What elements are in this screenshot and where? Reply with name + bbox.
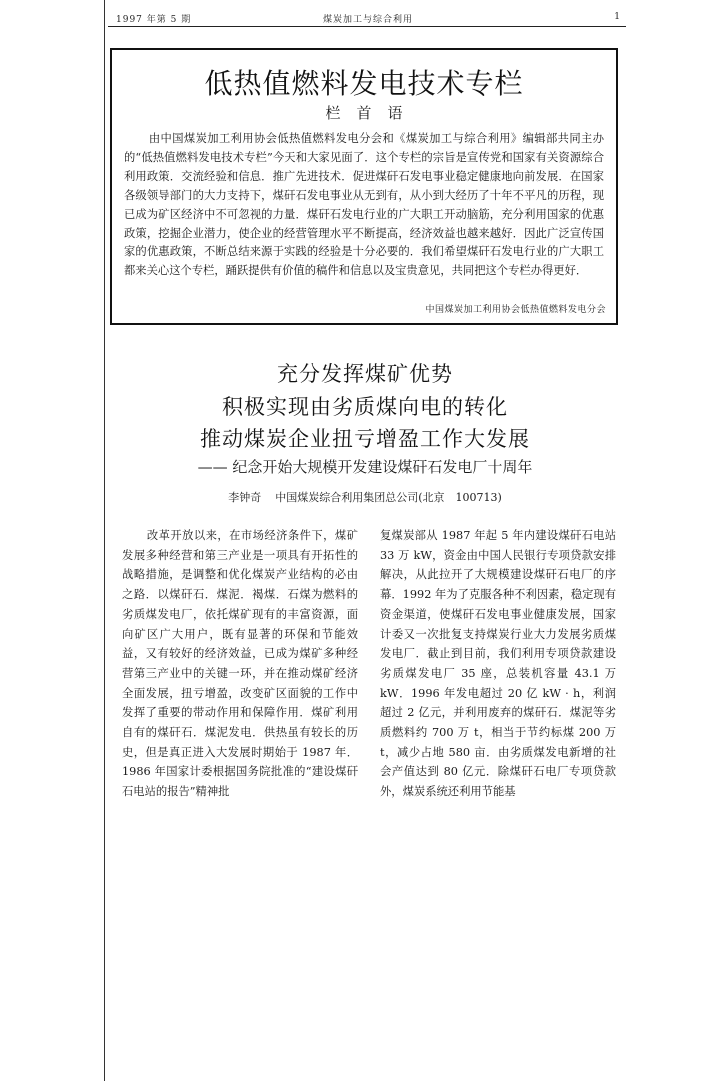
byline: [106, 489, 624, 505]
body-paragraph: 复煤炭部从 1987 年起 5 年内建设煤矸石电站 33 万 kW，资金由中国人民银行专项贷款安排解决，从此拉开了大规模建设煤矸石电厂的序幕．1992 年为了克服各种不利因素，稳定现有资金渠道，使煤矸石发电事业健康发展，国家计委又一次批复支持煤炭行业大力发展劣质煤发电厂．截止到目前，我们利用专项贷款建设劣质煤发电厂 35 座，总装机容量 43.1 万 kW．1996 年发电超过 20 亿 kW · h，利润超过 2 亿元，并利用废弃的煤矸石．煤泥等劣质燃料约 700 万 t，相当于节约标煤 200 万 t，减少占地 580 亩．由劣质煤发电新增的社会产值达到 80 亿元．除煤矸石电厂专项贷款外，煤炭系统还利用节能基: [380, 529, 616, 799]
body-paragraph: 改革开放以来，在市场经济条件下，煤矿发展多种经营和第三产业是一项具有开拓性的战略措施，是调整和优化煤炭产业结构的必由之路．以煤矸石．煤泥．褐煤．石煤为燃料的劣质煤发电厂，依托煤矿现有的丰富资源，面向矿区广大用户，既有显著的环保和节能效益，又有较好的经济效益，已成为煤矿多种经营第三产业中的关键一环，并在推动煤矿经济全面发展，扭亏增盈，改变矿区面貌的工作中发挥了重要的带动作用和保障作用．煤矿利用自有的煤矸石．煤泥发电．供热虽有较长的历史，但是真正进入大发展时期始于 1987 年．1986 年国家计委根据国务院批准的“建设煤矸石电站的报告”精神批: [122, 529, 358, 799]
body-column-right: [380, 526, 616, 799]
scan-margin-line: [104, 0, 105, 1081]
author-affiliation: 中国煤炭综合利用集团总公司(北京 100713): [275, 491, 502, 504]
column-signature: 中国煤炭加工利用协会低热值燃料发电分会: [425, 305, 606, 315]
running-header: [112, 8, 624, 26]
column-subtitle: 栏首语: [325, 104, 419, 122]
article-title-line-2: 积极实现由劣质煤向电的转化: [222, 395, 508, 419]
journal-name: 煤炭加工与综合利用: [322, 15, 413, 25]
body-column-left: [122, 526, 358, 799]
column-intro-text: [124, 130, 604, 281]
column-intro-box: [110, 48, 618, 325]
article-subtitle: —— 纪念开始大规模开发建设煤矸石发电厂十周年: [197, 458, 533, 476]
page-number: 1: [614, 12, 620, 22]
header-rule: [108, 26, 626, 27]
column-title: 低热值燃料发电技术专栏: [204, 67, 524, 100]
article-title-line-3: 推动煤炭企业扭亏增盈工作大发展: [200, 427, 530, 451]
column-intro-paragraph: 由中国煤炭加工利用协会低热值燃料发电分会和《煤炭加工与综合利用》编辑部共同主办的“低热值燃料发电技术专栏”今天和大家见面了．这个专栏的宗旨是宣传党和国家有关资源综合利用政策．交流经验和信息．推广先进技术．促进煤矸石发电事业稳定健康地向前发展．在国家各级领导部门的大力支持下，煤矸石发电事业从无到有，从小到大经历了十年不平凡的历程，现已成为矿区经济中不可忽视的力量．煤矸石发电行业的广大职工开动脑筋，充分利用国家的优惠政策，挖掘企业潜力，使企业的经营管理水平不断提高，经济效益也越来越好．因此广泛宣传国家的优惠政策，不断总结来源于实践的经验是十分必要的．我们希望煤矸石发电行业的广大职工都来关心这个专栏，踊跃提供有价值的稿件和信息以及宝贵意见，共同把这个专栏办得更好．: [124, 132, 604, 278]
issue-label: 1997 年第 5 期: [116, 15, 192, 25]
author-name: 李钟奇: [228, 491, 262, 504]
article-title-line-1: 充分发挥煤矿优势: [277, 362, 453, 386]
